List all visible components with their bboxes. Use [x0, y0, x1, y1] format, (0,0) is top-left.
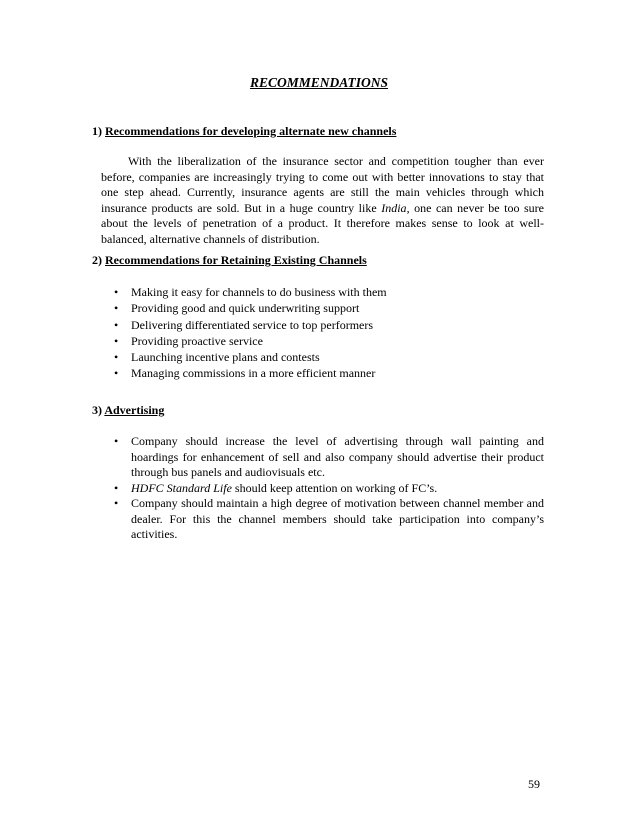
section-3-title: Advertising	[104, 403, 165, 417]
section-3-heading	[92, 403, 164, 418]
list-item	[114, 284, 387, 300]
list-item-text: Company should maintain a high degree of motivation between channel member and dealer. For this the channel members should take participation into company’s activities.	[131, 496, 544, 541]
bullet-icon: •	[114, 496, 119, 510]
list-item-text: Company should increase the level of advertising through wall painting and hoardings for enhancement of sell and also company should advertise their product through bus panels and audiovisuals etc.	[131, 434, 544, 479]
bullet-icon: •	[114, 333, 119, 348]
retention-list	[114, 284, 387, 382]
section-2-heading	[92, 253, 367, 268]
page-number: 59	[528, 777, 540, 791]
list-item-text: Making it easy for channels to do business with them	[131, 285, 387, 299]
list-item-text: Providing proactive service	[131, 333, 263, 348]
paragraph-text-country: India	[381, 200, 407, 215]
paragraph-text-start: With the liberalization of the insurance sector and competition tougher than ever before, companies are increasingly trying to come out with better innovations to stay that one step ahead. Currently, insurance agents are still the main vehicles through which insurance products are sold. But in a huge country like	[101, 154, 544, 215]
list-item-text: should keep attention on working of FC’s.	[231, 480, 438, 495]
paragraph-text-end: , one can never be too sure about the levels of penetration of a product. It therefore makes sense to look at well-balanced, alternative channels of distribution.	[101, 200, 545, 246]
list-item	[114, 317, 387, 333]
bullet-icon: •	[114, 434, 119, 448]
page-title: RECOMMENDATIONS	[249, 75, 389, 90]
section-1-number: 1)	[92, 124, 102, 138]
bullet-icon: •	[114, 317, 119, 332]
section-3-number: 3)	[92, 403, 102, 417]
section-2-title: Recommendations for Retaining Existing Channels	[105, 253, 367, 267]
list-item	[114, 300, 387, 316]
list-item-text: Launching incentive plans and contests	[131, 350, 320, 365]
bullet-icon: •	[114, 480, 119, 495]
section-2-number: 2)	[92, 253, 102, 267]
list-item	[114, 496, 544, 543]
list-item-text: Managing commissions in a more efficient manner	[131, 366, 376, 381]
section-1-heading	[92, 124, 396, 139]
bullet-icon: •	[114, 285, 119, 299]
list-item	[114, 434, 544, 481]
advertising-list	[114, 434, 544, 543]
list-item	[114, 333, 387, 349]
section-1-paragraph	[101, 154, 544, 247]
bullet-icon: •	[114, 366, 119, 381]
list-item-text: Delivering differentiated service to top performers	[131, 317, 374, 332]
company-name: HDFC Standard Life	[131, 480, 232, 495]
list-item	[114, 349, 387, 365]
bullet-icon: •	[114, 350, 119, 365]
section-1-title: Recommendations for developing alternate new channels	[105, 124, 397, 138]
list-item-text: Providing good and quick underwriting support	[131, 301, 360, 316]
list-item	[114, 365, 387, 381]
list-item	[114, 481, 544, 497]
bullet-icon: •	[114, 301, 119, 316]
